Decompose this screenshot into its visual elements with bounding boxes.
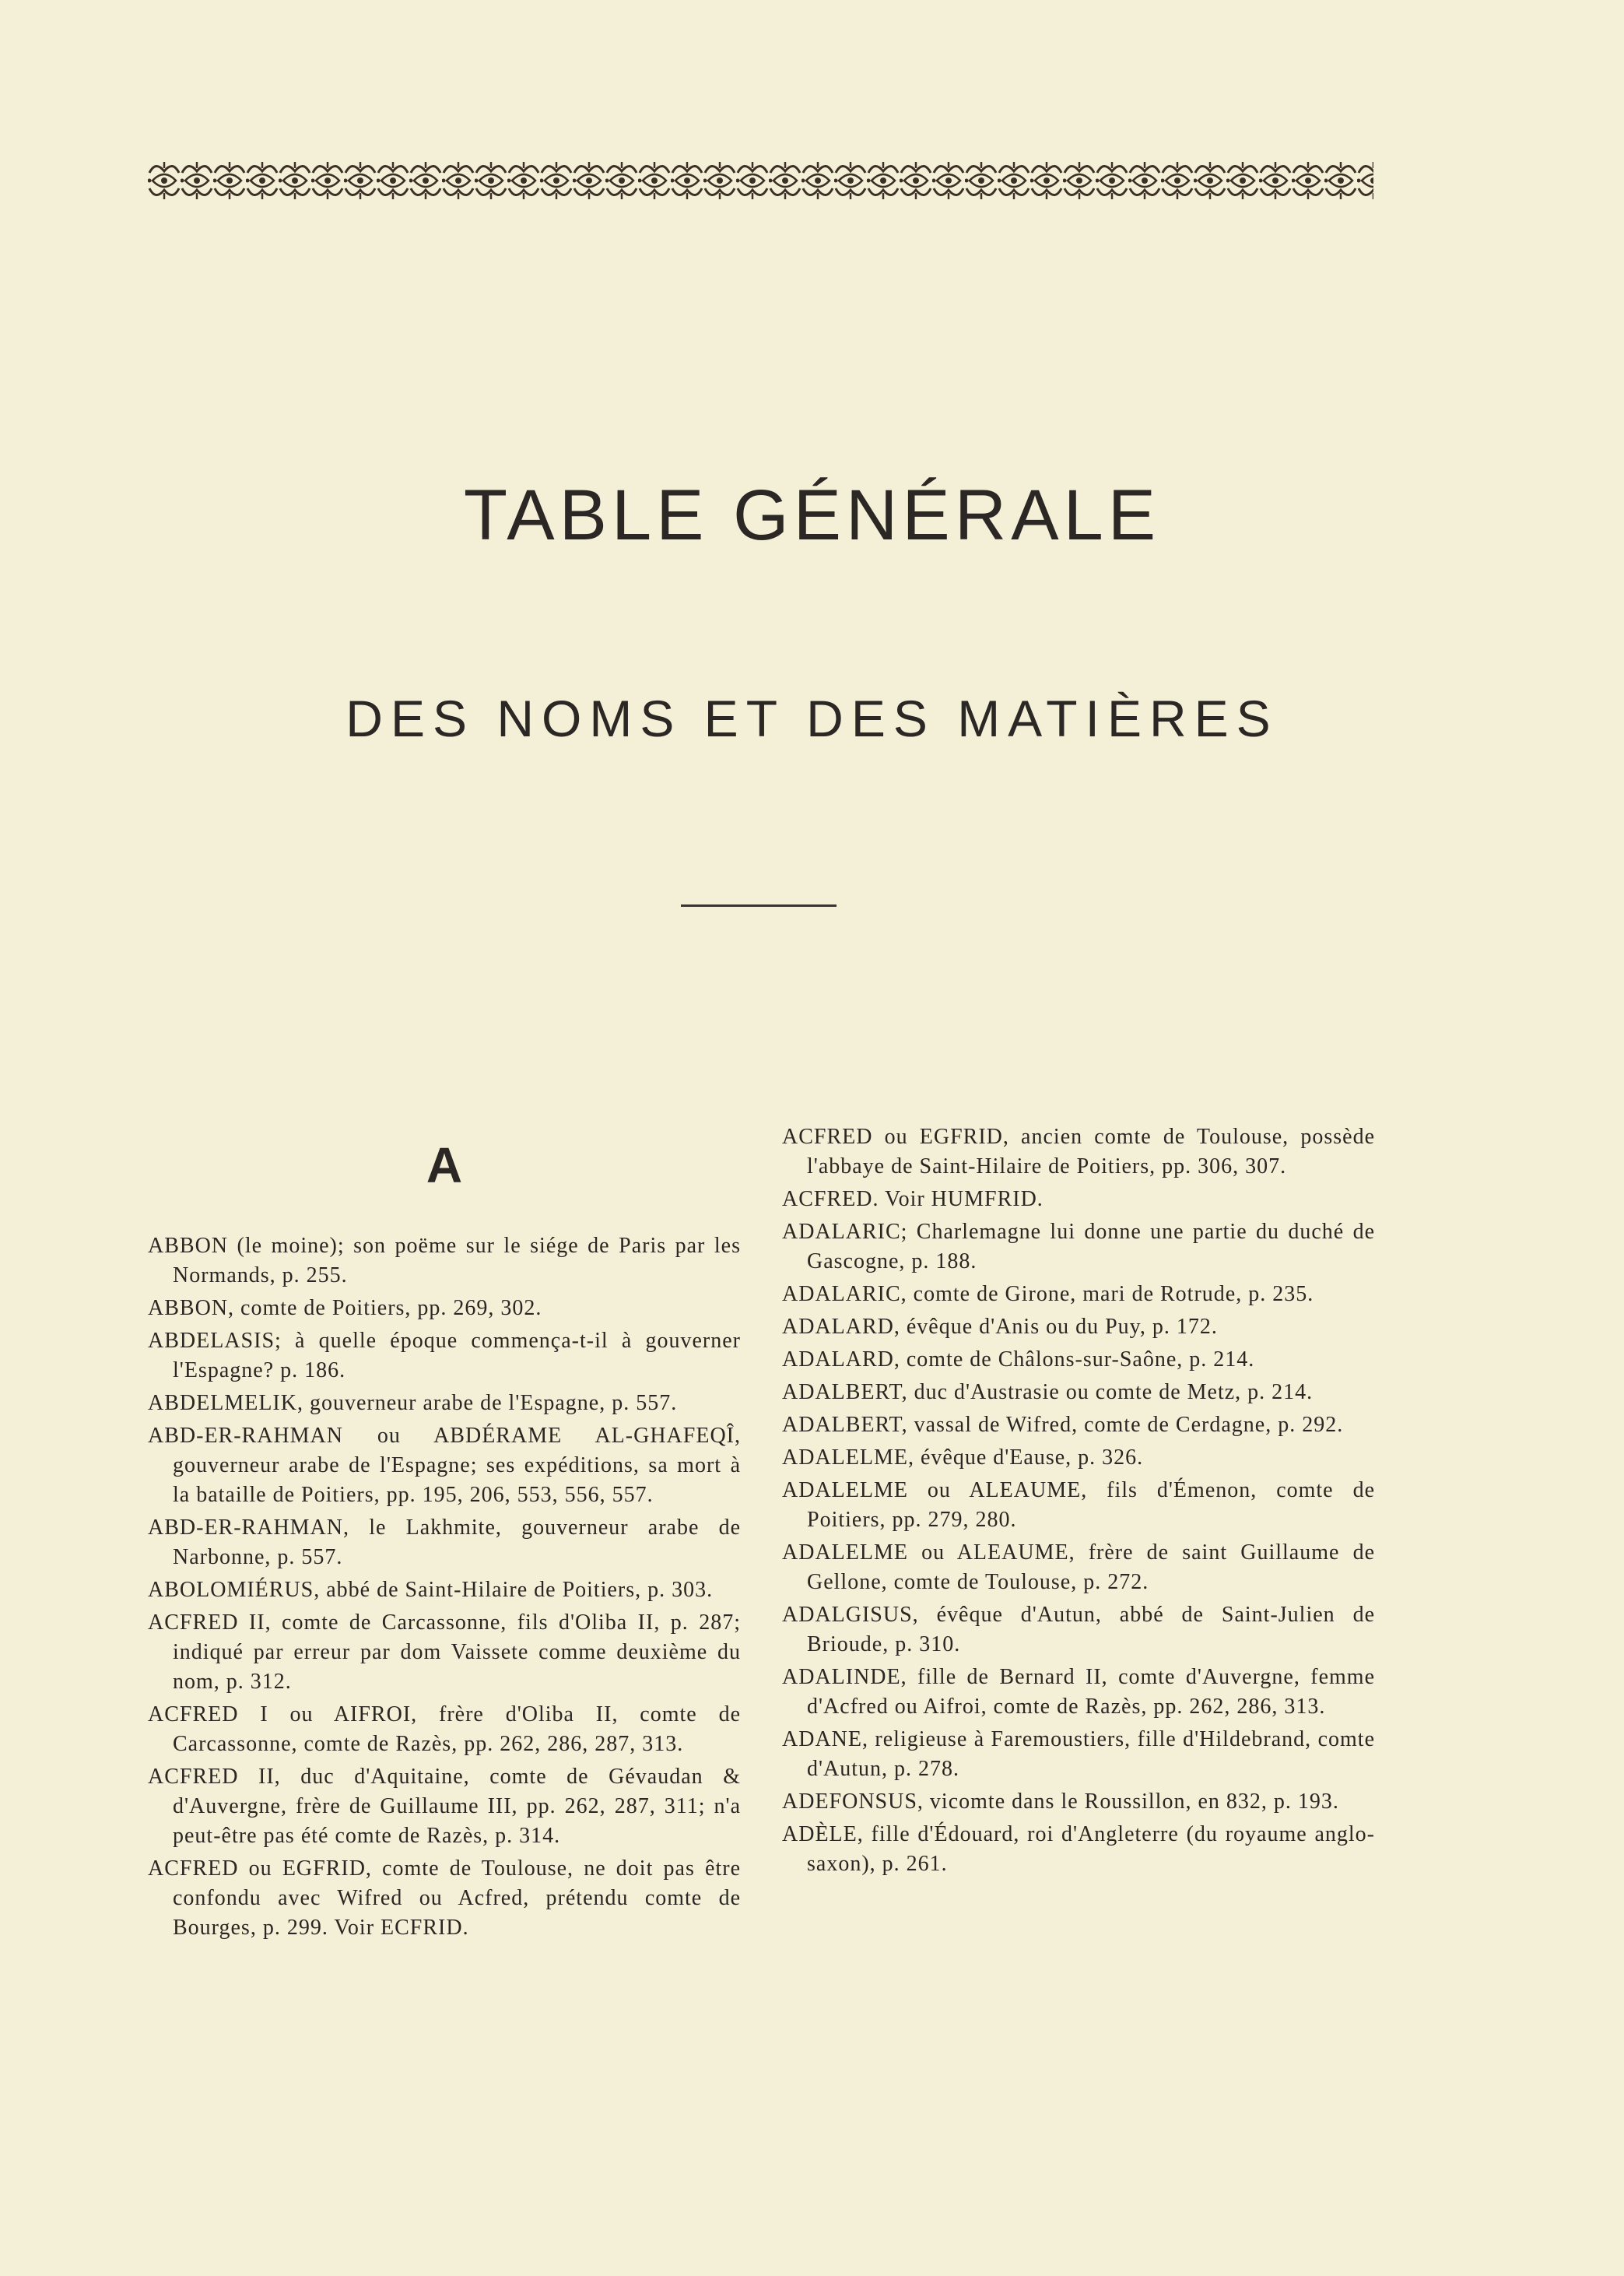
index-entry: ACFRED ou EGFRID, comte de Toulouse, ne doit pas être confondu avec Wifred ou Acfred, prétendu comte de Bourges, p. 299. Voir ECFRID. bbox=[148, 1856, 741, 1940]
index-column-right bbox=[782, 1122, 1375, 1882]
index-entry: ADALELME ou ALEAUME, fils d'Émenon, comte de Poitiers, pp. 279, 280. bbox=[782, 1478, 1375, 1532]
index-entry: ACFRED II, duc d'Aquitaine, comte de Gévaudan & d'Auvergne, frère de Guillaume III, pp. 262, 287, 311; n'a peut-être pas été comte de Razès, p. 314. bbox=[148, 1765, 741, 1848]
index-entry: ABDELASIS; à quelle époque commença-t-il à gouverner l'Espagne? p. 186. bbox=[148, 1329, 741, 1382]
index-entry: ABD-ER-RAHMAN ou ABDÉRAME AL-GHAFEQÎ, gouverneur arabe de l'Espagne; ses expéditions, sa mort à la bataille de Poitiers, pp. 195, 206, 553, 556, 557. bbox=[148, 1424, 741, 1507]
ornamental-border-band bbox=[148, 156, 1373, 205]
index-entry: ADALBERT, vassal de Wifred, comte de Cerdagne, p. 292. bbox=[782, 1413, 1344, 1437]
index-entry: ADALINDE, fille de Bernard II, comte d'Auvergne, femme d'Acfred ou Aifroi, comte de Razès, pp. 262, 286, 313. bbox=[782, 1665, 1375, 1719]
index-entry: ABDELMELIK, gouverneur arabe de l'Espagne, p. 557. bbox=[148, 1391, 678, 1415]
index-column-left bbox=[148, 1231, 741, 1946]
index-entry: ADANE, religieuse à Faremoustiers, fille d'Hildebrand, comte d'Autun, p. 278. bbox=[782, 1727, 1375, 1781]
page-subtitle: DES NOMS ET DES MATIÈRES bbox=[345, 690, 1279, 747]
index-entry: ADALBERT, duc d'Austrasie ou comte de Metz, p. 214. bbox=[782, 1380, 1314, 1404]
index-entry: ADALGISUS, évêque d'Autun, abbé de Saint-Julien de Brioude, p. 310. bbox=[782, 1603, 1375, 1656]
section-letter-heading: A bbox=[426, 1137, 463, 1193]
index-entry: ABOLOMIÉRUS, abbé de Saint-Hilaire de Poitiers, p. 303. bbox=[148, 1578, 714, 1602]
index-entry: ADALARIC, comte de Girone, mari de Rotrude, p. 235. bbox=[782, 1282, 1314, 1306]
index-entry: ADEFONSUS, vicomte dans le Roussillon, en 832, p. 193. bbox=[782, 1790, 1339, 1814]
index-entry: ADALELME, évêque d'Eause, p. 326. bbox=[782, 1445, 1144, 1470]
index-entry: ADÈLE, fille d'Édouard, roi d'Angleterre (du royaume anglo-saxon), p. 261. bbox=[782, 1822, 1375, 1876]
index-entry: ADALELME ou ALEAUME, frère de saint Guillaume de Gellone, comte de Toulouse, p. 272. bbox=[782, 1540, 1375, 1594]
index-entry: ABBON (le moine); son poëme sur le siége de Paris par les Normands, p. 255. bbox=[148, 1234, 741, 1287]
index-entry: ADALARIC; Charlemagne lui donne une partie du duché de Gascogne, p. 188. bbox=[782, 1220, 1375, 1273]
index-entry: ABD-ER-RAHMAN, le Lakhmite, gouverneur arabe de Narbonne, p. 557. bbox=[148, 1516, 741, 1569]
index-entry: ACFRED II, comte de Carcassonne, fils d'Oliba II, p. 287; indiqué par erreur par dom Vaissete comme deuxième du nom, p. 312. bbox=[148, 1610, 741, 1694]
page-title: TABLE GÉNÉRALE bbox=[463, 476, 1161, 555]
index-entry: ACFRED I ou AIFROI, frère d'Oliba II, comte de Carcassonne, comte de Razès, pp. 262, 286, 287, 313. bbox=[148, 1702, 741, 1756]
index-entry: ADALARD, évêque d'Anis ou du Puy, p. 172. bbox=[782, 1315, 1218, 1339]
index-entry: ACFRED. Voir HUMFRID. bbox=[782, 1187, 1043, 1211]
index-entry: ACFRED ou EGFRID, ancien comte de Toulouse, possède l'abbaye de Saint-Hilaire de Poitiers, pp. 306, 307. bbox=[782, 1125, 1375, 1178]
index-entry: ADALARD, comte de Châlons-sur-Saône, p. 214. bbox=[782, 1347, 1255, 1372]
title-divider bbox=[681, 904, 837, 907]
index-entry: ABBON, comte de Poitiers, pp. 269, 302. bbox=[148, 1296, 542, 1320]
